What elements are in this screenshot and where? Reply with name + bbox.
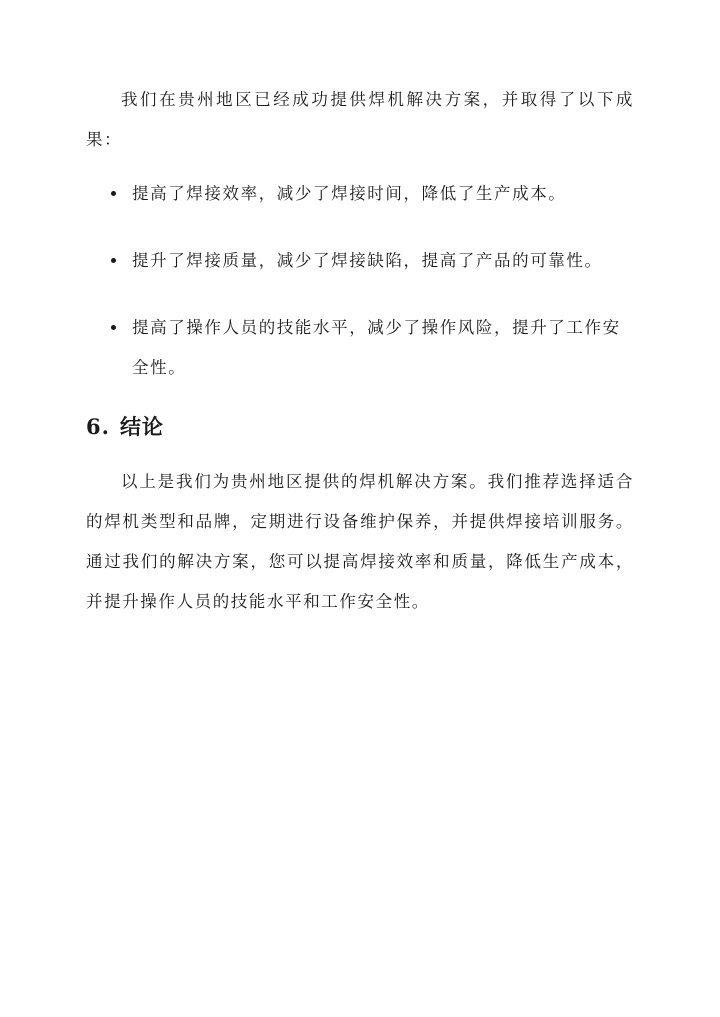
results-list <box>86 174 634 388</box>
list-item-text: 提高了操作人员的技能水平，减少了操作风险，提升了工作安全性。 <box>132 318 621 377</box>
list-item <box>86 241 634 281</box>
section-number: 6. <box>86 414 110 439</box>
list-item <box>86 174 634 214</box>
bullet-icon <box>111 325 116 330</box>
section-heading <box>86 410 634 444</box>
section-title: 结论 <box>119 414 164 439</box>
list-item-text: 提高了焊接效率，减少了焊接时间，降低了生产成本。 <box>132 184 567 203</box>
bullet-icon <box>111 258 116 263</box>
list-item-text: 提升了焊接质量，减少了焊接缺陷，提高了产品的可靠性。 <box>132 251 603 270</box>
list-item <box>86 308 634 388</box>
intro-paragraph: 我们在贵州地区已经成功提供焊机解决方案，并取得了以下成果： <box>86 90 634 149</box>
document-page <box>86 80 634 622</box>
bullet-icon <box>111 191 116 196</box>
conclusion-paragraph: 以上是我们为贵州地区提供的焊机解决方案。我们推荐选择适合的焊机类型和品牌，定期进行设备维护保养，并提供焊接培训服务。通过我们的解决方案，您可以提高焊接效率和质量，降低生产成本，并提升操作人员的技能水平和工作安全性。 <box>86 472 634 611</box>
